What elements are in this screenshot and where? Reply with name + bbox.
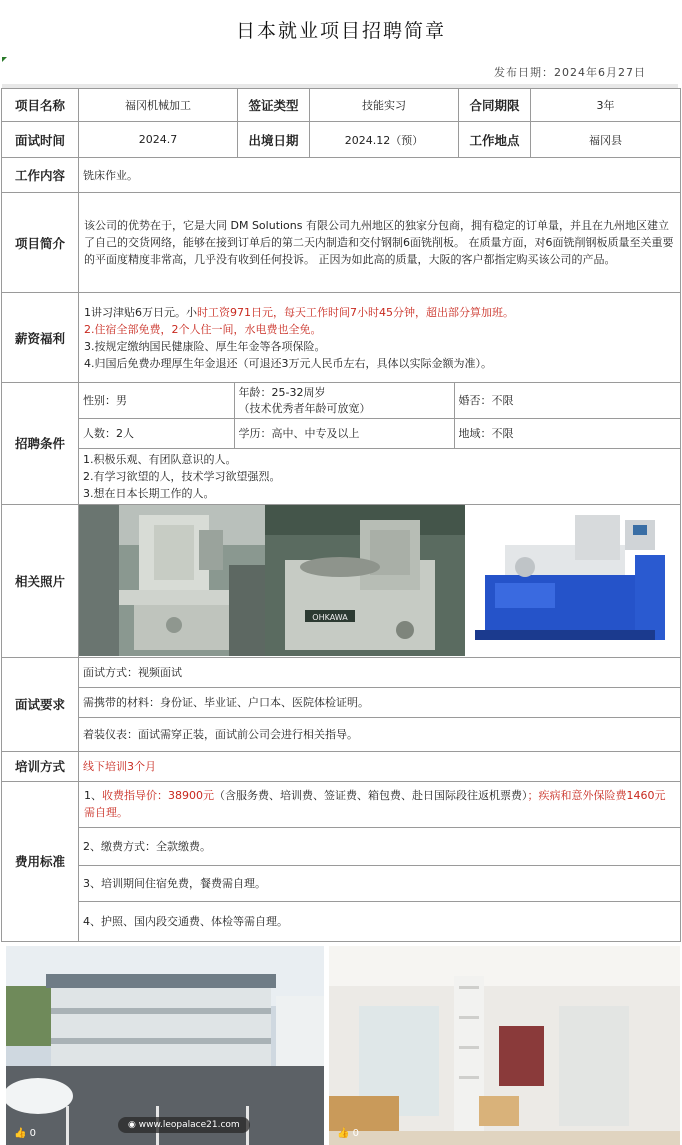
cond-req-1: 1.积极乐观、有团队意识的人。	[83, 452, 237, 466]
photo-dormitory-interior	[329, 946, 680, 1145]
label-fee-standard: 费用标准	[2, 781, 79, 941]
value-interview-time: 2024.7	[79, 122, 238, 158]
photo-milling-machine	[79, 505, 265, 656]
label-interview-time: 面试时间	[2, 122, 79, 158]
salary-line-3: 3.按规定缴纳国民健康险、厚生年金等各项保险。	[84, 339, 326, 353]
cond-req-2: 2.有学习欲望的人，技术学习欲望强烈。	[83, 469, 281, 483]
conditions-block	[79, 383, 681, 505]
fee-1-includes: （含服务费、培训费、签证费、箱包费、赴日国际段往返机票费）	[214, 789, 528, 803]
label-contract-period: 合同期限	[459, 89, 531, 122]
cond-region: 地域：不限	[454, 418, 680, 448]
salary-line-4: 4.归国后免费办理厚生年金退还（可退还3万元人民币左右，具体以实际金额为准）。	[84, 356, 492, 370]
like-icon: 👍	[14, 1128, 27, 1139]
corner-marker	[2, 57, 7, 62]
publish-date: 发布日期：2024年6月27日	[494, 66, 646, 79]
value-project-intro: 该公司的优势在于，它是大同 DM Solutions 有限公司九州地区的独家分包商，拥有稳定的订单量，并且在九州地区建立了自己的交货网络，能够在接到订单后的第二天内制造和交付钢制6面铣削板。 在质量方面，对6面铣削钢板质量至关重要的平面度精度非常高，几乎没有收到任何投诉。 正因为如此高的质量，大阪的客户都指定购买该公司的产品。	[79, 193, 681, 293]
cond-age-line2: （技术优秀者年龄可放宽）	[238, 402, 371, 416]
label-project-intro: 项目简介	[2, 193, 79, 293]
like-counter-right[interactable]	[337, 1128, 359, 1139]
label-photos: 相关照片	[2, 504, 79, 657]
value-departure-date: 2024.12（预）	[310, 122, 459, 158]
bottom-photos	[0, 946, 682, 1145]
recruit-table	[1, 88, 681, 942]
cond-age-line1: 年龄：25-32周岁	[238, 386, 326, 400]
cond-gender: 性别：男	[79, 383, 234, 418]
fee-1-price: 收费指导价：38900元	[102, 789, 214, 803]
label-work-location: 工作地点	[459, 122, 531, 158]
watermark-text: www.leopalace21.com	[138, 1120, 240, 1130]
photo-cnc-machine	[465, 505, 677, 656]
salary-line-1b: 时工资971日元，每天工作时间7小时45分钟，超出部分算加班。	[197, 305, 514, 319]
fee-item-2: 2、缴费方式：全款缴费。	[79, 827, 680, 865]
interview-method: 面试方式：视频面试	[79, 658, 680, 687]
watermark-label	[118, 1117, 250, 1133]
fee-1-prefix: 1、	[84, 789, 102, 803]
fee-item-4: 4、护照、国内段交通费、体检等需自理。	[83, 914, 288, 928]
cond-age	[234, 383, 454, 418]
label-visa-type: 签证类型	[238, 89, 310, 122]
photo-grinding-machine	[265, 505, 465, 656]
value-training: 线下培训3个月	[79, 751, 681, 781]
salary-line-1a: 1讲习津贴6万日元。小	[84, 305, 197, 319]
interview-block	[79, 657, 681, 751]
cond-marital: 婚否：不限	[454, 383, 680, 418]
value-work-content: 铣床作业。	[79, 158, 681, 193]
photos-cell	[79, 504, 681, 657]
cond-req-3: 3.想在日本长期工作的人。	[83, 486, 215, 500]
interview-materials: 需携带的材料：身份证、毕业证、户口本、医院体检证明。	[79, 687, 680, 717]
label-training: 培训方式	[2, 751, 79, 781]
cond-requirements	[79, 448, 680, 504]
photo-dormitory-exterior	[6, 946, 324, 1145]
like-count-left: 0	[29, 1128, 37, 1139]
fees-block	[79, 781, 681, 941]
salary-list	[79, 293, 681, 383]
value-visa-type: 技能实习	[310, 89, 459, 122]
like-count-right: 0	[352, 1128, 360, 1139]
label-salary-benefits: 薪资福利	[2, 293, 79, 383]
machine-brand-label: OHKAWA	[312, 613, 348, 622]
cond-count: 人数：2人	[79, 418, 234, 448]
label-interview-req: 面试要求	[2, 657, 79, 751]
fee-item-1	[79, 782, 680, 827]
globe-icon: ◉	[128, 1120, 136, 1130]
fee-1-insurance: ；疾病和意外保险费1460元需自理。	[84, 789, 666, 820]
value-project-name: 福冈机械加工	[79, 89, 238, 122]
cond-education: 学历：高中、中专及以上	[234, 418, 454, 448]
label-work-content: 工作内容	[2, 158, 79, 193]
like-icon: 👍	[337, 1128, 350, 1139]
label-departure-date: 出境日期	[238, 122, 310, 158]
salary-line-2: 2.住宿全部免费，2个人住一间，水电费也全免。	[84, 322, 322, 336]
interview-dress: 着装仪表：面试需穿正装，面试前公司会进行相关指导。	[83, 727, 358, 741]
fee-item-3: 3、培训期间住宿免费，餐费需自理。	[79, 865, 680, 901]
like-counter-left[interactable]	[14, 1128, 36, 1139]
value-work-location: 福冈县	[531, 122, 681, 158]
label-project-name: 项目名称	[2, 89, 79, 122]
label-recruit-conditions: 招聘条件	[2, 383, 79, 505]
page-title: 日本就业项目招聘简章	[235, 20, 446, 42]
value-contract-period: 3年	[531, 89, 681, 122]
